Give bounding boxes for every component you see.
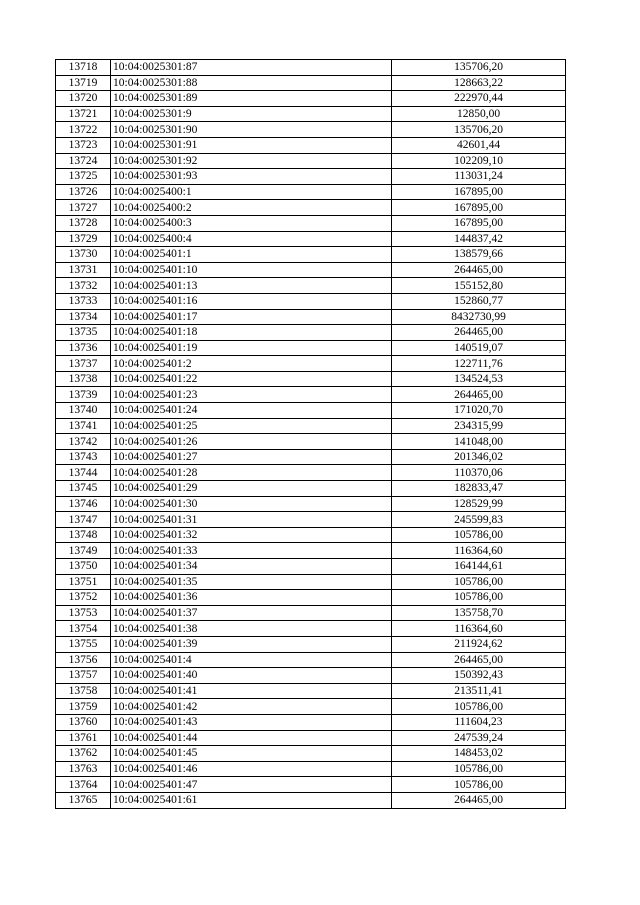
cadastral-value-cell: 116364,60	[392, 543, 566, 559]
row-number-cell: 13755	[56, 636, 111, 652]
cadastral-number-cell: 10:04:0025401:34	[111, 559, 392, 575]
row-number-cell: 13758	[56, 683, 111, 699]
table-row	[56, 106, 566, 122]
row-number-cell: 13740	[56, 403, 111, 419]
table-row	[56, 231, 566, 247]
cadastral-value-cell: 141048,00	[392, 434, 566, 450]
cadastral-number-cell: 10:04:0025301:91	[111, 137, 392, 153]
cadastral-value-cell: 264465,00	[392, 262, 566, 278]
cadastral-value-cell: 113031,24	[392, 169, 566, 185]
row-number-cell: 13725	[56, 169, 111, 185]
row-number-cell: 13753	[56, 605, 111, 621]
table-row	[56, 434, 566, 450]
table-row	[56, 527, 566, 543]
cadastral-number-cell: 10:04:0025401:13	[111, 278, 392, 294]
row-number-cell: 13723	[56, 137, 111, 153]
row-number-cell: 13729	[56, 231, 111, 247]
cadastral-number-cell: 10:04:0025400:1	[111, 184, 392, 200]
cadastral-value-cell: 213511,41	[392, 683, 566, 699]
row-number-cell: 13749	[56, 543, 111, 559]
row-number-cell: 13728	[56, 215, 111, 231]
table-row	[56, 683, 566, 699]
table-row	[56, 792, 566, 808]
table-row	[56, 278, 566, 294]
cadastral-value-cell: 150392,43	[392, 668, 566, 684]
cadastral-value-cell: 134524,53	[392, 371, 566, 387]
table-row	[56, 184, 566, 200]
table-row	[56, 387, 566, 403]
row-number-cell: 13745	[56, 481, 111, 497]
cadastral-number-cell: 10:04:0025400:4	[111, 231, 392, 247]
cadastral-number-cell: 10:04:0025401:45	[111, 746, 392, 762]
cadastral-value-cell: 140519,07	[392, 340, 566, 356]
table-row	[56, 730, 566, 746]
table-row	[56, 356, 566, 372]
cadastral-value-cell: 105786,00	[392, 777, 566, 793]
cadastral-number-cell: 10:04:0025401:24	[111, 403, 392, 419]
row-number-cell: 13720	[56, 91, 111, 107]
row-number-cell: 13719	[56, 75, 111, 91]
row-number-cell: 13759	[56, 699, 111, 715]
table-row	[56, 496, 566, 512]
table-row	[56, 543, 566, 559]
row-number-cell: 13748	[56, 527, 111, 543]
cadastral-number-cell: 10:04:0025401:46	[111, 761, 392, 777]
cadastral-number-cell: 10:04:0025401:25	[111, 418, 392, 434]
table-row	[56, 605, 566, 621]
cadastral-number-cell: 10:04:0025401:61	[111, 792, 392, 808]
cadastral-number-cell: 10:04:0025401:16	[111, 293, 392, 309]
row-number-cell: 13726	[56, 184, 111, 200]
row-number-cell: 13722	[56, 122, 111, 138]
row-number-cell: 13762	[56, 746, 111, 762]
table-row	[56, 418, 566, 434]
cadastral-value-cell: 264465,00	[392, 325, 566, 341]
cadastral-value-cell: 171020,70	[392, 403, 566, 419]
table-row	[56, 169, 566, 185]
cadastral-number-cell: 10:04:0025401:44	[111, 730, 392, 746]
cadastral-number-cell: 10:04:0025301:88	[111, 75, 392, 91]
row-number-cell: 13761	[56, 730, 111, 746]
row-number-cell: 13756	[56, 652, 111, 668]
table-row	[56, 590, 566, 606]
cadastral-number-cell: 10:04:0025401:4	[111, 652, 392, 668]
table-row	[56, 574, 566, 590]
table-row	[56, 153, 566, 169]
cadastral-number-cell: 10:04:0025301:92	[111, 153, 392, 169]
cadastral-value-cell: 135706,20	[392, 60, 566, 76]
cadastral-number-cell: 10:04:0025301:93	[111, 169, 392, 185]
cadastral-value-cell: 12850,00	[392, 106, 566, 122]
table-row	[56, 714, 566, 730]
row-number-cell: 13746	[56, 496, 111, 512]
cadastral-value-cell: 182833,47	[392, 481, 566, 497]
cadastral-value-cell: 155152,80	[392, 278, 566, 294]
cadastral-number-cell: 10:04:0025401:32	[111, 527, 392, 543]
cadastral-value-cell: 222970,44	[392, 91, 566, 107]
cadastral-value-cell: 111604,23	[392, 714, 566, 730]
cadastral-value-cell: 167895,00	[392, 215, 566, 231]
cadastral-value-table	[55, 59, 566, 809]
cadastral-value-cell: 201346,02	[392, 449, 566, 465]
row-number-cell: 13736	[56, 340, 111, 356]
table-row	[56, 403, 566, 419]
cadastral-value-cell: 144837,42	[392, 231, 566, 247]
cadastral-value-cell: 105786,00	[392, 574, 566, 590]
cadastral-value-cell: 128663,22	[392, 75, 566, 91]
cadastral-value-cell: 264465,00	[392, 652, 566, 668]
table-row	[56, 621, 566, 637]
table-row	[56, 122, 566, 138]
cadastral-number-cell: 10:04:0025301:89	[111, 91, 392, 107]
table-row	[56, 652, 566, 668]
cadastral-number-cell: 10:04:0025401:36	[111, 590, 392, 606]
row-number-cell: 13757	[56, 668, 111, 684]
row-number-cell: 13732	[56, 278, 111, 294]
cadastral-value-cell: 105786,00	[392, 761, 566, 777]
row-number-cell: 13738	[56, 371, 111, 387]
cadastral-number-cell: 10:04:0025401:29	[111, 481, 392, 497]
cadastral-value-cell: 116364,60	[392, 621, 566, 637]
cadastral-value-cell: 148453,02	[392, 746, 566, 762]
cadastral-number-cell: 10:04:0025401:23	[111, 387, 392, 403]
cadastral-number-cell: 10:04:0025400:2	[111, 200, 392, 216]
cadastral-number-cell: 10:04:0025301:90	[111, 122, 392, 138]
cadastral-value-cell: 105786,00	[392, 590, 566, 606]
table-row	[56, 262, 566, 278]
cadastral-value-cell: 110370,06	[392, 465, 566, 481]
cadastral-number-cell: 10:04:0025401:2	[111, 356, 392, 372]
cadastral-number-cell: 10:04:0025401:42	[111, 699, 392, 715]
table-row	[56, 371, 566, 387]
table-row	[56, 481, 566, 497]
row-number-cell: 13751	[56, 574, 111, 590]
table-row	[56, 309, 566, 325]
cadastral-number-cell: 10:04:0025401:31	[111, 512, 392, 528]
table-row	[56, 559, 566, 575]
cadastral-value-cell: 245599,83	[392, 512, 566, 528]
table-row	[56, 636, 566, 652]
table-row	[56, 512, 566, 528]
row-number-cell: 13750	[56, 559, 111, 575]
row-number-cell: 13735	[56, 325, 111, 341]
cadastral-number-cell: 10:04:0025401:47	[111, 777, 392, 793]
cadastral-number-cell: 10:04:0025400:3	[111, 215, 392, 231]
row-number-cell: 13744	[56, 465, 111, 481]
row-number-cell: 13724	[56, 153, 111, 169]
cadastral-value-cell: 8432730,99	[392, 309, 566, 325]
table-row	[56, 215, 566, 231]
row-number-cell: 13742	[56, 434, 111, 450]
table-row	[56, 293, 566, 309]
cadastral-number-cell: 10:04:0025401:41	[111, 683, 392, 699]
cadastral-value-cell: 152860,77	[392, 293, 566, 309]
cadastral-value-cell: 247539,24	[392, 730, 566, 746]
cadastral-number-cell: 10:04:0025401:38	[111, 621, 392, 637]
row-number-cell: 13754	[56, 621, 111, 637]
table-row	[56, 746, 566, 762]
row-number-cell: 13764	[56, 777, 111, 793]
table-row	[56, 449, 566, 465]
table-row	[56, 137, 566, 153]
cadastral-number-cell: 10:04:0025401:10	[111, 262, 392, 278]
table-row	[56, 60, 566, 76]
cadastral-number-cell: 10:04:0025401:37	[111, 605, 392, 621]
row-number-cell: 13731	[56, 262, 111, 278]
cadastral-number-cell: 10:04:0025401:1	[111, 247, 392, 263]
cadastral-number-cell: 10:04:0025401:19	[111, 340, 392, 356]
table-row	[56, 699, 566, 715]
cadastral-value-cell: 211924,62	[392, 636, 566, 652]
cadastral-value-cell: 167895,00	[392, 184, 566, 200]
row-number-cell: 13730	[56, 247, 111, 263]
cadastral-number-cell: 10:04:0025401:30	[111, 496, 392, 512]
row-number-cell: 13747	[56, 512, 111, 528]
cadastral-value-cell: 105786,00	[392, 699, 566, 715]
row-number-cell: 13752	[56, 590, 111, 606]
cadastral-value-cell: 234315,99	[392, 418, 566, 434]
row-number-cell: 13718	[56, 60, 111, 76]
table-row	[56, 465, 566, 481]
cadastral-number-cell: 10:04:0025401:35	[111, 574, 392, 590]
cadastral-value-cell: 167895,00	[392, 200, 566, 216]
table-row	[56, 91, 566, 107]
cadastral-number-cell: 10:04:0025401:39	[111, 636, 392, 652]
cadastral-value-cell: 138579,66	[392, 247, 566, 263]
cadastral-value-cell: 102209,10	[392, 153, 566, 169]
row-number-cell: 13741	[56, 418, 111, 434]
table-row	[56, 777, 566, 793]
table-row	[56, 668, 566, 684]
cadastral-number-cell: 10:04:0025401:22	[111, 371, 392, 387]
row-number-cell: 13737	[56, 356, 111, 372]
table-row	[56, 200, 566, 216]
row-number-cell: 13765	[56, 792, 111, 808]
row-number-cell: 13763	[56, 761, 111, 777]
row-number-cell: 13739	[56, 387, 111, 403]
row-number-cell: 13721	[56, 106, 111, 122]
cadastral-number-cell: 10:04:0025301:9	[111, 106, 392, 122]
row-number-cell: 13733	[56, 293, 111, 309]
cadastral-value-cell: 164144,61	[392, 559, 566, 575]
cadastral-number-cell: 10:04:0025301:87	[111, 60, 392, 76]
table-row	[56, 247, 566, 263]
cadastral-value-cell: 128529,99	[392, 496, 566, 512]
cadastral-value-cell: 264465,00	[392, 387, 566, 403]
table-row	[56, 75, 566, 91]
cadastral-value-cell: 264465,00	[392, 792, 566, 808]
row-number-cell: 13760	[56, 714, 111, 730]
cadastral-number-cell: 10:04:0025401:27	[111, 449, 392, 465]
cadastral-value-cell: 42601,44	[392, 137, 566, 153]
cadastral-number-cell: 10:04:0025401:17	[111, 309, 392, 325]
table-body	[56, 60, 566, 809]
row-number-cell: 13734	[56, 309, 111, 325]
table-row	[56, 761, 566, 777]
table-row	[56, 340, 566, 356]
cadastral-number-cell: 10:04:0025401:43	[111, 714, 392, 730]
cadastral-number-cell: 10:04:0025401:40	[111, 668, 392, 684]
cadastral-value-cell: 105786,00	[392, 527, 566, 543]
cadastral-number-cell: 10:04:0025401:18	[111, 325, 392, 341]
row-number-cell: 13727	[56, 200, 111, 216]
cadastral-value-cell: 135706,20	[392, 122, 566, 138]
cadastral-number-cell: 10:04:0025401:26	[111, 434, 392, 450]
cadastral-value-cell: 135758,70	[392, 605, 566, 621]
table-row	[56, 325, 566, 341]
row-number-cell: 13743	[56, 449, 111, 465]
cadastral-number-cell: 10:04:0025401:28	[111, 465, 392, 481]
cadastral-value-cell: 122711,76	[392, 356, 566, 372]
cadastral-number-cell: 10:04:0025401:33	[111, 543, 392, 559]
